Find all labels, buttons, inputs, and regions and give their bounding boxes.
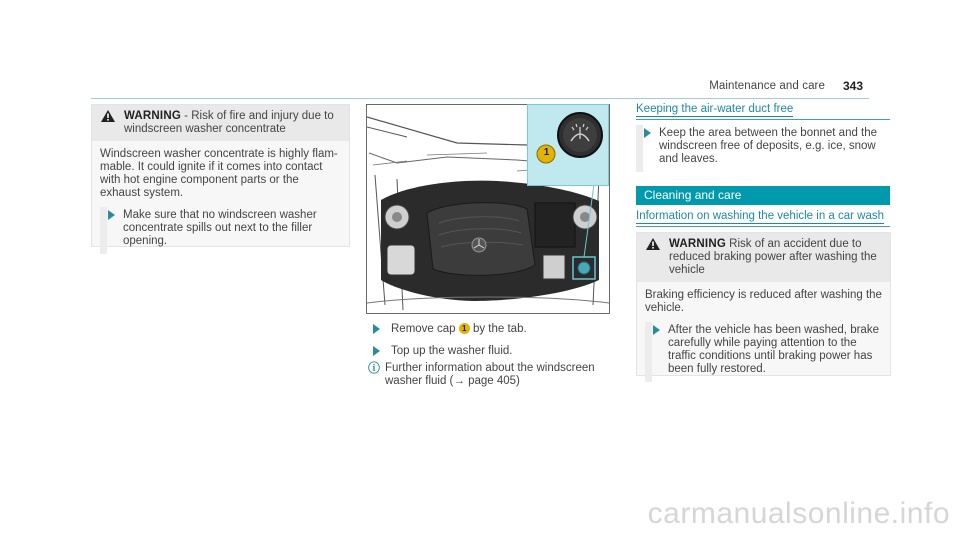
step-arrow-icon	[653, 325, 660, 335]
warning-body	[637, 282, 890, 384]
warning-triangle-icon	[101, 110, 115, 122]
warning-title: - Risk of fire and injury due to	[180, 110, 334, 122]
warning-text-line: Windscreen washer concentrate is highly flam-	[100, 148, 338, 160]
section-title-air-water-duct: Keeping the air-water duct free	[636, 103, 794, 115]
info-text-line: washer fluid (→ page 405)	[385, 375, 520, 387]
step-text-line: carefully while paying attention to the	[668, 337, 857, 349]
warning-step	[100, 209, 341, 248]
page-reference-link[interactable]: page 405)	[464, 375, 520, 387]
step-text-line: After the vehicle has been washed, brake	[668, 324, 879, 336]
air-duct-step	[636, 127, 890, 166]
step-arrow-icon	[373, 324, 380, 334]
warning-text-line: with hot engine component parts or the	[100, 174, 299, 186]
step-text-line: Make sure that no windscreen washer	[123, 209, 317, 221]
step-arrow-icon	[108, 210, 115, 220]
warning-header	[92, 105, 349, 141]
warning-body	[92, 141, 349, 256]
info-text-line: Further information about the windscreen	[385, 362, 595, 374]
step-text-line: windscreen free of deposits, e.g. ice, snow	[659, 140, 876, 152]
step-arrow-icon	[644, 128, 651, 138]
page-number: 343	[843, 79, 864, 93]
step-text-line: and leaves.	[659, 153, 718, 165]
warning-text-line: mable. It could ignite if it comes into contact	[100, 161, 323, 173]
washer-cap-icon	[528, 105, 608, 185]
washer-cap-detail-inset	[527, 104, 609, 186]
step-text: by the tab.	[469, 323, 527, 335]
info-note	[368, 362, 608, 388]
section-rule	[636, 226, 890, 227]
warning-text-line: vehicle.	[645, 302, 684, 314]
washer-fluid-steps	[368, 323, 608, 388]
figure-callout-number: 1	[543, 147, 550, 158]
warning-title-line2: reduced braking power after washing the	[669, 251, 877, 263]
step-text: Top up the washer fluid.	[391, 345, 513, 357]
step-text-line: concentrate spills out next to the filler	[123, 222, 313, 234]
step-top-up	[368, 345, 608, 358]
callout-badge: 1	[459, 323, 470, 334]
warning-label: WARNING	[669, 238, 726, 250]
chapter-bar-cleaning-and-care: Cleaning and care	[636, 186, 890, 205]
warning-text-line: Braking efficiency is reduced after washing the	[645, 289, 882, 301]
step-text: Remove cap	[391, 323, 459, 335]
step-text-line: opening.	[123, 235, 168, 247]
step-text-line: Keep the area between the bonnet and the	[659, 127, 878, 139]
fire-warning-box	[91, 104, 350, 247]
step-remove-cap	[368, 323, 608, 336]
header-rule	[91, 98, 869, 99]
warning-title-line2: windscreen washer concentrate	[124, 123, 286, 135]
warning-text-line: exhaust system.	[100, 187, 184, 199]
warning-header	[637, 233, 890, 282]
step-text-line: been fully restored.	[668, 363, 766, 375]
warning-label: WARNING	[124, 110, 181, 122]
step-arrow-icon	[373, 346, 380, 356]
section-title-car-wash: Information on washing the vehicle in a car wash	[636, 210, 885, 222]
section-rule	[636, 119, 890, 120]
warning-title: Risk of an accident due to	[725, 238, 862, 250]
step	[636, 127, 890, 166]
warning-title-line3: vehicle	[669, 264, 705, 276]
running-header-title: Maintenance and care	[709, 80, 825, 92]
info-icon: ⓘ	[368, 361, 381, 375]
warning-step	[645, 324, 882, 376]
page-reference-arrow-icon: →	[453, 375, 465, 387]
step-text-line: traffic conditions until braking power has	[668, 350, 873, 362]
watermark: carmanualsonline.info	[647, 497, 950, 530]
warning-triangle-icon	[646, 238, 660, 250]
car-wash-warning-box	[636, 232, 891, 376]
